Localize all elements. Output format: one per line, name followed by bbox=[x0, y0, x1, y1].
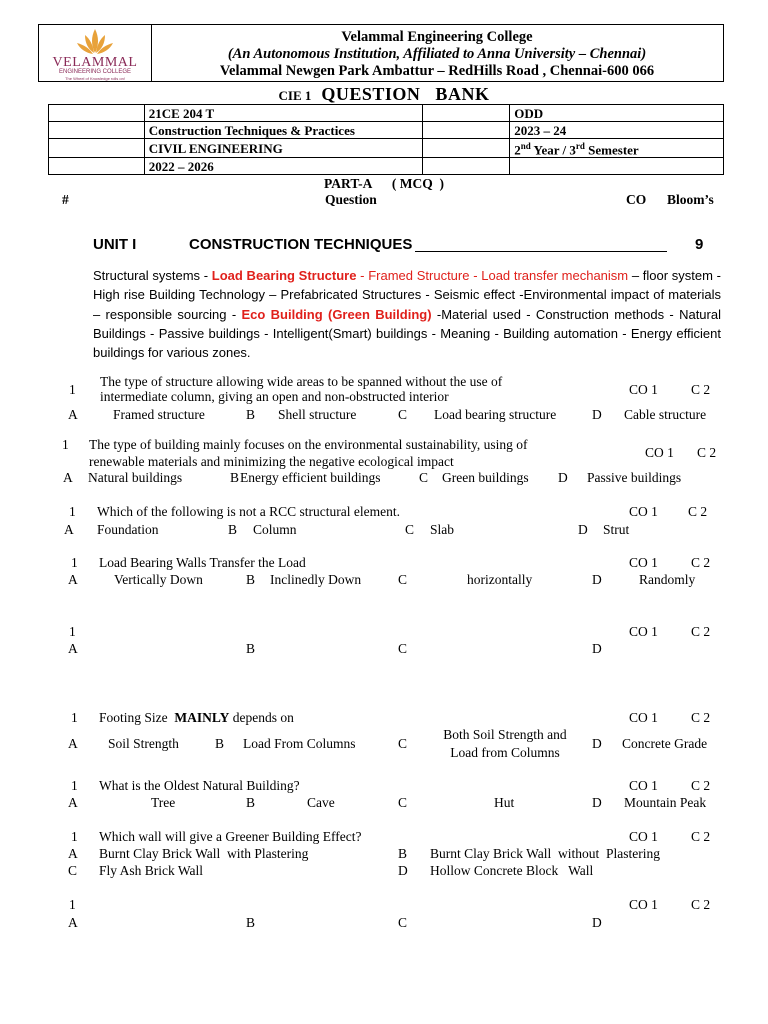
column-header-co: CO bbox=[626, 192, 647, 207]
part-label: PART-A ( MCQ ) bbox=[324, 176, 444, 191]
column-header-number: # bbox=[62, 192, 69, 207]
question-text: The type of building mainly focuses on the environmental sustainability, using of bbox=[89, 437, 528, 452]
question-number: 1 bbox=[71, 710, 78, 725]
option-d: Concrete Grade bbox=[622, 736, 708, 751]
option-d: Randomly bbox=[639, 572, 696, 587]
table-cell bbox=[422, 158, 510, 175]
course-outcome: CO 1 bbox=[629, 555, 658, 570]
question-number: 1 bbox=[69, 624, 76, 639]
cie-label: CIE 1 bbox=[278, 88, 312, 103]
question-number: 1 bbox=[62, 437, 69, 452]
question-text: Footing Size MAINLY depends on bbox=[99, 710, 294, 725]
option-a: Soil Strength bbox=[108, 736, 179, 751]
option-b: Energy efficient buildings bbox=[240, 470, 381, 485]
blooms-level: C 2 bbox=[688, 504, 708, 519]
option-label: A bbox=[64, 522, 74, 537]
table-row bbox=[49, 122, 724, 139]
question-number: 1 bbox=[71, 555, 78, 570]
option-label: D bbox=[592, 795, 602, 810]
academic-year: 2023 – 24 bbox=[510, 122, 724, 139]
batch: 2022 – 2026 bbox=[144, 158, 422, 175]
option-label: B bbox=[230, 470, 240, 485]
option-b: Inclinedly Down bbox=[270, 572, 362, 587]
unit-hours: 9 bbox=[695, 236, 704, 253]
option-label: B bbox=[246, 915, 256, 930]
course-name: Construction Techniques & Practices bbox=[144, 122, 422, 139]
option-b: Shell structure bbox=[278, 407, 357, 422]
college-name: Velammal Engineering College bbox=[341, 29, 533, 45]
question-number: 1 bbox=[71, 829, 78, 844]
option-label: C bbox=[398, 795, 408, 810]
option-c: Load bearing structure bbox=[434, 407, 557, 422]
option-c: horizontally bbox=[467, 572, 533, 587]
option-c: Load from Columns bbox=[450, 745, 560, 760]
blooms-level: C 2 bbox=[691, 897, 711, 912]
blooms-level: C 2 bbox=[691, 710, 711, 725]
option-label: D bbox=[592, 572, 602, 587]
option-label: D bbox=[592, 915, 602, 930]
logo-tagline: The Wheel of Knowledge rolls on! bbox=[65, 76, 125, 81]
course-outcome: CO 1 bbox=[645, 445, 674, 460]
option-d: Cable structure bbox=[624, 407, 707, 422]
table-row bbox=[49, 139, 724, 158]
college-address: Velammal Newgen Park Ambattur – RedHills Road , Chennai-600 066 bbox=[219, 63, 655, 79]
table-cell bbox=[422, 139, 510, 158]
question-text: renewable materials and minimizing the negative ecological impact bbox=[89, 454, 454, 469]
option-label: D bbox=[558, 470, 568, 485]
page-title: QUESTION BANK bbox=[321, 84, 490, 104]
option-label: C bbox=[398, 572, 408, 587]
option-label: B bbox=[246, 795, 256, 810]
unit-syllabus: Structural systems - Load Bearing Structure - Framed Structure - Load transfer mechanism – floor system - High rise Building Technology – Prefabricated Structures - Seismic effect -Environmental impact of materials – responsible sourcing - Eco Building (Green Building) -Material used - Construction methods - Natural Buildings - Passive buildings - Intelligent(Smart) buildings - Meaning - Building automation - Energy efficient buildings for various zones. bbox=[93, 268, 722, 361]
question-text: intermediate column, giving an open and non-obstructed interior bbox=[100, 389, 449, 404]
table-row bbox=[49, 105, 724, 122]
option-label: B bbox=[215, 736, 225, 751]
option-a: Vertically Down bbox=[114, 572, 203, 587]
question-text: Which of the following is not a RCC structural element. bbox=[97, 504, 400, 519]
blooms-level: C 2 bbox=[691, 382, 711, 397]
college-header bbox=[38, 24, 724, 82]
unit-name: UNIT I bbox=[93, 236, 137, 253]
option-label: C bbox=[68, 863, 78, 878]
option-label: D bbox=[398, 863, 408, 878]
table-cell bbox=[422, 122, 510, 139]
option-d: Passive buildings bbox=[587, 470, 682, 485]
option-c: Both Soil Strength and bbox=[443, 727, 567, 742]
blooms-level: C 2 bbox=[697, 445, 717, 460]
option-b: Load From Columns bbox=[243, 736, 356, 751]
option-a: Natural buildings bbox=[88, 470, 183, 485]
table-cell bbox=[49, 122, 145, 139]
question-text: The type of structure allowing wide areas to be spanned without the use of bbox=[100, 374, 503, 389]
question-text: Load Bearing Walls Transfer the Load bbox=[99, 555, 306, 570]
option-label: B bbox=[228, 522, 238, 537]
option-label: B bbox=[246, 407, 256, 422]
table-cell bbox=[422, 105, 510, 122]
option-label: C bbox=[419, 470, 429, 485]
option-b: Cave bbox=[307, 795, 335, 810]
option-label: D bbox=[592, 736, 602, 751]
option-a: Foundation bbox=[97, 522, 159, 537]
table-cell bbox=[49, 105, 145, 122]
option-label: B bbox=[398, 846, 408, 861]
option-label: D bbox=[578, 522, 588, 537]
question-text: Which wall will give a Greener Building Effect? bbox=[99, 829, 362, 844]
option-c: Hut bbox=[494, 795, 515, 810]
table-cell bbox=[510, 158, 724, 175]
unit-topic: CONSTRUCTION TECHNIQUES bbox=[189, 236, 413, 253]
exam-title bbox=[0, 84, 768, 105]
blooms-level: C 2 bbox=[691, 778, 711, 793]
unit-underline bbox=[415, 251, 667, 252]
semester-type: ODD bbox=[510, 105, 724, 122]
course-info-table bbox=[48, 104, 724, 175]
option-b: Burnt Clay Brick Wall without Plastering bbox=[430, 846, 661, 861]
option-label: A bbox=[68, 795, 78, 810]
option-a: Tree bbox=[151, 795, 176, 810]
table-row bbox=[49, 158, 724, 175]
option-c: Slab bbox=[430, 522, 455, 537]
blooms-level: C 2 bbox=[691, 829, 711, 844]
option-label: A bbox=[68, 641, 78, 656]
option-c: Green buildings bbox=[442, 470, 529, 485]
logo-subtitle: ENGINEERING COLLEGE bbox=[58, 69, 132, 75]
course-code: 21CE 204 T bbox=[144, 105, 422, 122]
question-text: What is the Oldest Natural Building? bbox=[99, 778, 300, 793]
option-label: B bbox=[246, 641, 256, 656]
question-number: 1 bbox=[71, 778, 78, 793]
course-outcome: CO 1 bbox=[629, 897, 658, 912]
course-outcome: CO 1 bbox=[629, 778, 658, 793]
blooms-level: C 2 bbox=[691, 555, 711, 570]
course-outcome: CO 1 bbox=[629, 829, 658, 844]
option-d: Hollow Concrete Block Wall bbox=[430, 863, 594, 878]
college-logo bbox=[39, 25, 152, 81]
option-label: B bbox=[246, 572, 256, 587]
option-a: Framed structure bbox=[113, 407, 205, 422]
option-label: A bbox=[63, 470, 73, 485]
course-outcome: CO 1 bbox=[629, 504, 658, 519]
option-label: A bbox=[68, 915, 78, 930]
option-label: A bbox=[68, 846, 78, 861]
option-d: Strut bbox=[603, 522, 630, 537]
question-number: 1 bbox=[69, 897, 76, 912]
option-label: C bbox=[398, 407, 408, 422]
column-header-question: Question bbox=[325, 192, 377, 207]
option-label: C bbox=[405, 522, 415, 537]
department: CIVIL ENGINEERING bbox=[144, 139, 422, 158]
question-number: 1 bbox=[69, 504, 76, 519]
question-number: 1 bbox=[69, 382, 76, 397]
option-label: C bbox=[398, 641, 408, 656]
option-label: C bbox=[398, 736, 408, 751]
option-label: D bbox=[592, 407, 602, 422]
option-label: C bbox=[398, 915, 408, 930]
option-b: Column bbox=[253, 522, 297, 537]
table-cell bbox=[49, 158, 145, 175]
option-a: Burnt Clay Brick Wall with Plastering bbox=[99, 846, 309, 861]
year-semester: 2nd Year / 3rd Semester bbox=[510, 139, 724, 158]
option-label: A bbox=[68, 407, 78, 422]
option-label: A bbox=[68, 736, 78, 751]
table-cell bbox=[49, 139, 145, 158]
option-label: D bbox=[592, 641, 602, 656]
column-header-blooms: Bloom’s bbox=[667, 192, 714, 207]
logo-name: VELAMMAL bbox=[52, 55, 138, 70]
option-c: Fly Ash Brick Wall bbox=[99, 863, 204, 878]
course-outcome: CO 1 bbox=[629, 382, 658, 397]
course-outcome: CO 1 bbox=[629, 624, 658, 639]
option-d: Mountain Peak bbox=[624, 795, 707, 810]
blooms-level: C 2 bbox=[691, 624, 711, 639]
course-outcome: CO 1 bbox=[629, 710, 658, 725]
option-label: A bbox=[68, 572, 78, 587]
college-affiliation: (An Autonomous Institution, Affiliated to Anna University – Chennai) bbox=[227, 46, 647, 62]
